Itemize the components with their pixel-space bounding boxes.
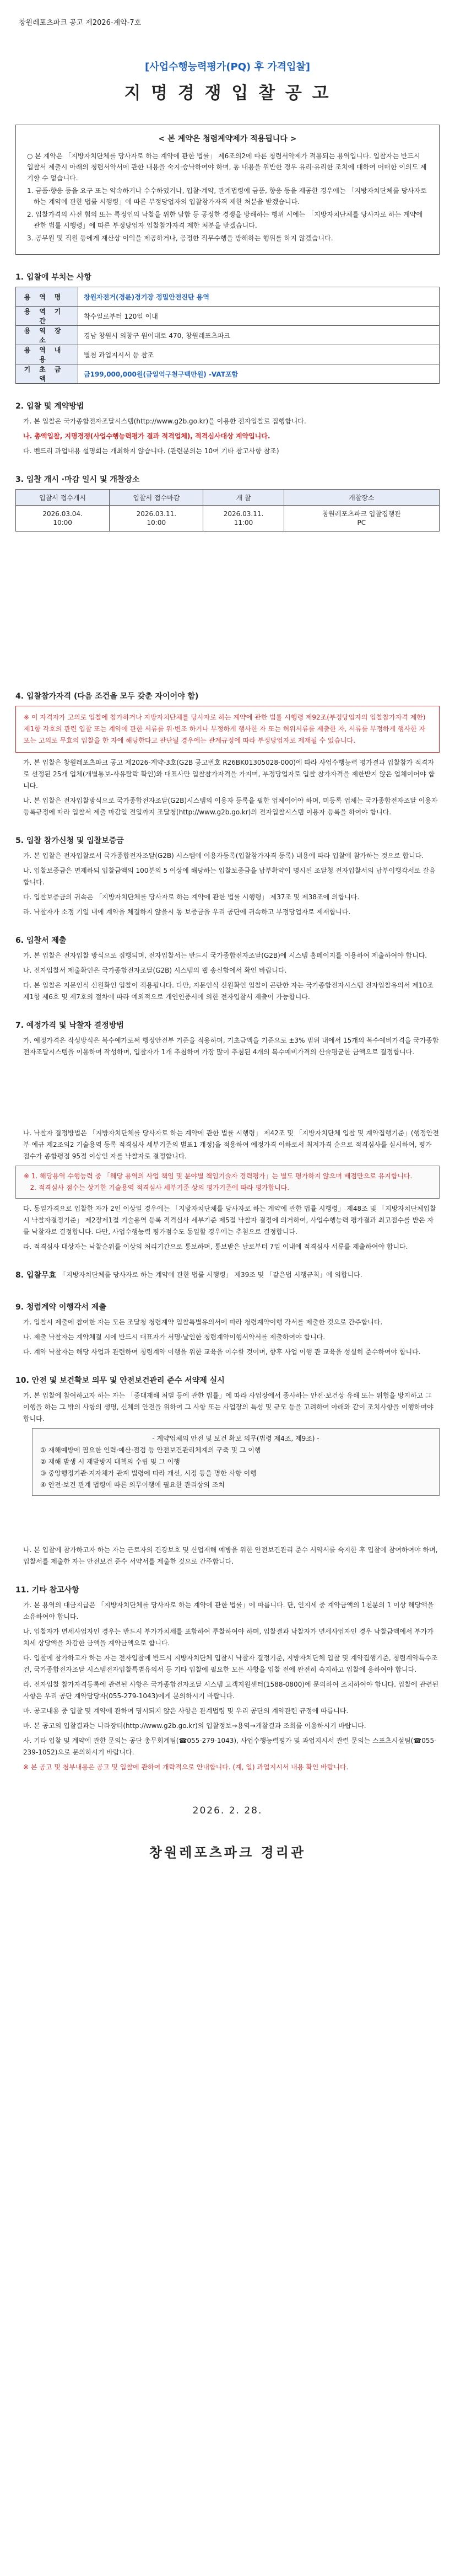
table-cell: 2026.03.11. 11:00 [203,506,284,532]
table-row [16,506,440,532]
table-key: 용역명 [16,287,78,307]
table-key: 용역장소 [16,326,78,345]
paragraph: 가. 본 입찰에 참여하고자 하는 자는 「중대재해 처벌 등에 관한 법률」에 따라 사업장에서 종사하는 안전·보건상 유해 또는 위험을 방지하고 그 이행을 하는 그 밖의 사항의 생명, 신체의 안전을 위하여 그 사항 또는 사업장의 특성 및 규모 등을 고려하여 아래와 같이 조치사항을 이행하여야 합니다. [23,1392,434,1423]
table-row [16,287,440,307]
table-value: 경남 창원시 의창구 원이대로 470, 창원레포츠파크 [78,326,440,345]
table-cell: 창원레포츠파크 입찰집행관 PC [284,506,439,532]
table-row [16,307,440,326]
paragraph: 가. 본 용역의 대금지급은 「지방자치단체를 당사자로 하는 계약에 관한 법률」에 따릅니다. 단, 인지세 중 계약금액의 1천분의 1 이상 해당액을 소유하여야 합니다. [23,1601,434,1621]
box-line: ④ 안전·보건 관계 법령에 따른 의무이행에 필요한 관리상의 조치 [40,1481,225,1489]
paragraph: 라. 전자입찰 참가자격등록에 관련된 사항은 국가종합전자조달 시스템 고객지원센터(1588-0800)에 문의하여 조치하여야 합니다. 입찰에 관련된 사항은 우리 공단 계약담당자(055-279-1043)에게 문의하시기 바랍니다. [23,1681,439,1700]
box-line: ③ 중앙행정기관·지자체가 관계 법령에 따라 개선, 시정 등을 명한 사항 이행 [40,1469,257,1478]
integrity-notice-line: 2. 입찰가격의 사전 협의 또는 특정인의 낙찰을 위한 담합 등 공정한 경쟁을 방해하는 행위 시에는 「지방자치단체를 당사자로 하는 계약에 관한 법률 시행령」에 따른 부정당업자 입찰참가자격 제한 처분을 받겠습니다. [27,211,423,229]
section-integrity-pledge [15,1301,440,1358]
box-line: ② 재해 발생 시 재발방지 대책의 수립 및 그 이행 [40,1458,180,1466]
section-title: 10. 안전 및 보건확보 의무 및 안전보건관리 준수 서약제 실시 [15,1376,225,1386]
paragraph: 나. 본 입찰에 참가하고자 하는 자는 근로자의 건강보호 및 산업재해 예방을 위한 안전보건관리 준수 서약서를 숙지한 후 입찰에 참여하여야 하며, 입찰서를 제출한 자는 안전보건 준수 서약서를 제출한 것으로 간주합니다. [23,1546,438,1566]
paragraph: 바. 본 공고의 입찰결과는 나라장터(http://www.g2b.go.kr)의 입찰정보→용역→개찰결과 조회를 이용하시기 바랍니다. [23,1722,366,1730]
section-title: 2. 입찰 및 계약방법 [15,402,84,411]
paragraph: 「지방자치단체를 당사자로 하는 계약에 관한 법률 시행령」 제39조 및 「같은법 시행규칙」에 의합니다. [59,1271,362,1279]
section-price-decision [15,1019,440,1253]
bid-items-table [15,287,440,384]
integrity-notice-box [15,125,440,255]
announcement-date: 2026. 2. 28. [192,1805,263,1817]
paragraph: 나. 제출 낙찰자는 계약체결 시에 반드시 대표자가 서명·날인한 청렴계약이행서약서를 제출하여야 합니다. [23,1333,326,1341]
notice-page [15,15,440,1861]
section-other-notes [15,1584,440,1773]
section-bid-application [15,835,440,918]
section-bid-items [15,271,440,384]
table-value: 창원자전거(경륜)경기장 정밀안전진단 용역 [78,287,440,307]
table-key: 용역내용 [16,345,78,364]
section-title: 1. 입찰에 부치는 사항 [15,273,91,282]
table-key: 기초금액 [16,364,78,384]
paragraph: 라. 적격심사 대상자는 낙찰순위를 이상의 처리기간으로 통보하며, 통보받은 날로부터 7일 이내에 적격심사 서류를 제출하여야 합니다. [23,1243,408,1251]
paragraph: 다. 입찰보증금의 귀속은 「지방자치단체를 당사자로 하는 계약에 관한 법률 시행령」 제37조 및 제38조에 의합니다. [23,893,360,901]
paragraph: 사. 기타 입찰 및 계약에 관한 문의는 공단 총무회계팀(☎055-279-1043), 사업수행능력평가 및 과업지시서 관련 문의는 스포츠시설팀(☎055-239-1052)으로 문의하시기 바랍니다. [23,1737,437,1757]
table-header-row [16,490,440,506]
note-line: 2. 적격심사 점수는 상기한 기술용역 적격심사 세부기준 상의 평가기준에 따라 평가합니다. [24,1184,290,1192]
section-title: 7. 예정가격 및 낙찰자 결정방법 [15,1021,124,1031]
evaluation-note-box [15,1166,440,1199]
paragraph: 마. 공고내용 중 입찰 및 계약에 관하여 명시되지 않은 사항은 관계법령 및 우리 공단의 계약관련 규정에 따릅니다. [23,1707,349,1715]
paragraph: 나. 낙찰자 결정방법은 「지방자치단체를 당사자로 하는 계약에 관한 법률 시행령」 제42조 및 「지방자치단체 입찰 및 계약집행기준」(행정안전부 예규 제2조의2 기술용역 등록 적격심사 세부기준의 별표1 개정)을 적용하여 예정가격 이하로서 최저가격 순으로 적격심사를 실시하여, 평가 점수가 종합평점 95점 이상인 자를 낙찰자로 결정합니다. [23,1129,439,1161]
box-title: - 계약업체의 안전 및 보건 확보 의무(법령 제4조, 제9조) - [152,1435,319,1443]
paragraph: 가. 본 입찰은 창원레포츠파크 공고 제2026-계약-3호(G2B 공고번호 R26BK01305028-000)에 따라 사업수행능력 평가결과 입찰참가 적격자로 선정된 25개 업체(개별통보-사유탈락 확인)와 대표사만 입찰참가자격을 가지며, 부정당업자로 입찰 참가자격을 제한받지 않은 업체이어야 합니다. [23,759,435,790]
section-bid-submission [15,935,440,1003]
paragraph: 가. 예정가격은 작성방식은 복수예가로써 행정안전부 기준을 적용하며, 기초금액을 기준으로 ±3% 범위 내에서 15개의 복수예비가격을 국가종합전자조달시스템을 이용하여 작성하며, 입찰자가 1개 추첨하여 가장 많이 추첨된 4개의 복수예비가격의 산술평균한 금액으로 결정합니다. [23,1037,439,1056]
issuer-name: 창원레포츠파크 경리관 [149,1845,306,1861]
paragraph: 다. 입찰에 참가하고자 하는 자는 전자입찰에 반드시 지방자치단체 입찰시 낙찰자 결정기준, 지방자치단체 입찰 및 계약집행기준, 청렴계약특수조건, 국가종합전자조달 시스템전자입찰특별유의서 등 기타 입찰에 필요한 모든 사항을 입찰 전에 완전히 숙지하고 입찰에 응하여야 합니다. [23,1654,438,1674]
column-header: 개 찰 [203,490,284,506]
section-bid-method [15,400,440,457]
section-title: 11. 기타 참고사항 [15,1586,79,1595]
paragraph: 가. 입찰시 제출에 참여한 자는 모든 조달청 청렴계약 입찰특별유의서에 따라 청렴계약이행 각서를 제출한 것으로 간주합니다. [23,1318,383,1327]
section-invalid-bids [15,1269,440,1285]
paragraph: 다. 계약 낙찰자는 해당 사업과 관련하여 청렴계약 이행을 위한 교육을 이수할 것이며, 향후 사업 이행 관 교육을 성실히 준수하여야 합니다. [23,1348,421,1356]
paragraph: 다. 벤드리 과업내용 설명회는 개최하지 않습니다. (관련문의는 10여 기타 참고사항 참조) [23,447,279,455]
paragraph: 가. 본 입찰은 전자입찰 방식으로 집행되며, 전자입찰서는 반드시 국가종합전자조달(G2B)에 시스템 홈페이지를 이용하여 제출하여야 합니다. [23,952,427,960]
bid-type-badge: [사업수행능력평가(PQ) 후 가격입찰] [145,61,310,73]
section-safety-health [15,1375,440,1568]
integrity-notice-line: ○ 본 계약은 「지방자치단체를 당사자로 하는 계약에 관한 법률」 제6조의2에 따른 청렴서약제가 적용되는 용역입니다. 입찰자는 반드시 입찰서 제출시 아래의 청렴서약서에 관한 내용을 숙지·승낙하여야 하며, 동 내용을 위반한 경우 유리·유리한 조치에 대하여 어떠한 이의도 제기할 수 없습니다. [27,152,427,182]
paragraph: 라. 낙찰자가 소정 기일 내에 계약을 체결하지 않을시 동 보증금을 우리 공단에 귀속하고 부정당업자로 제재합니다. [23,908,351,916]
schedule-table [15,489,440,532]
table-value: 착수일로부터 120일 이내 [78,307,440,326]
paragraph: 나. 입찰보증금은 면제하되 입찰금액의 100분의 5 이상에 해당하는 입찰보증금을 납부확약이 명시된 조달청 전자입찰서의 납부이행각서로 갈음합니다. [23,867,436,887]
column-header: 입찰서 접수마감 [110,490,203,506]
table-cell: 2026.03.04. 10:00 [16,506,110,532]
section-title: 5. 입찰 참가신청 및 입찰보증금 [15,836,124,846]
table-row [16,326,440,345]
page-title: 지 명 경 쟁 입 찰 공 고 [124,83,331,103]
column-header: 입찰서 접수개시 [16,490,110,506]
table-value: 금199,000,000원(금일억구천구백만원) -VAT포함 [78,364,440,384]
box-line: ① 재해예방에 필요한 인력·예산·점검 등 안전보건관리체계의 구축 및 그 이행 [40,1446,261,1455]
paragraph: ※ 본 공고 및 첨부내용은 공고 및 입찰에 관하여 개략적으로 안내합니다. (계, 일) 과업지시서 내용 확인 바랍니다. [23,1763,349,1772]
table-row [16,345,440,364]
eligibility-warning-box: ※ 이 자격자가 고의로 입찰에 참가하거나 지방자치단체를 당사자로 하는 계약에 관한 법률 시행령 제92조(부정당업자의 입찰참가자격 제한) 제1항 각호의 관련 입찰 또는 계약에 관한 서류를 위·변조 하거나 부정하게 행사한 자 또는 허위서류를 제출한 자, 서류를 부정하게 행사한 자 또는 고의로 무효의 입찰을 한 자에 해당한다고 판단될 경우에는 관계규정에 따라 부정당업자로 제재될 수 있습니다. [15,706,440,753]
integrity-notice-title: < 본 계약은 청렴계약제가 적용됩니다 > [158,135,297,143]
section-eligibility [15,690,440,818]
section-title: 4. 입찰참가자격 (다음 조건을 모두 갖춘 자이어야 함) [15,692,199,701]
table-value: 별첨 과업지시서 등 참조 [78,345,440,364]
paragraph: 나. 총액입찰, 지명경쟁(사업수행능력평가 결과 적격업체), 적격심사대상 계약입니다. [23,432,270,441]
column-header: 개찰장소 [284,490,439,506]
paragraph: 가. 본 입찰은 전자입찰로서 국가종합전자조달(G2B) 시스템에 이용자등록(입찰참가자격 등록) 내용에 따라 입찰에 참가하는 것으로 합니다. [23,852,424,860]
paragraph: 나. 전자입찰서 제출확인은 국가종합전자조달(G2B) 시스템의 웹 송신함에서 확인 바랍니다. [23,967,287,975]
table-cell: 2026.03.11. 10:00 [110,506,203,532]
paragraph: 다. 본 입찰은 지문인식 신원확인 입찰이 적용됩니다. 다만, 지문인식 신원확인 입찰이 곤란한 자는 국가종합전자시스템 전자입찰유의서 제10조 제1항 제6호 및 제7호의 절차에 따라 예외적으로 개인인증서에 의한 전자입찰서 제출이 가능합니다. [23,981,434,1001]
integrity-notice-line: 3. 공무원 및 직원 등에게 재산상 이익을 제공하거나, 공정한 직무수행을 방해하는 행위를 하지 않겠습니다. [27,234,333,242]
paragraph: 가. 본 입찰은 국가종합전자조달시스템(http://www.g2b.go.kr)을 이용한 전자입찰로 집행합니다. [23,417,306,426]
section-title: 3. 입찰 개시 ·마감 일시 및 개찰장소 [15,475,140,485]
safety-obligations-box [32,1428,440,1496]
note-line: ※ 1. 해당용역 수행능력 중 「해당 용역의 사업 책임 및 분야별 책임기술자 경력평가」는 별도 평가하지 않으며 배점만으로 유지합니다. [24,1172,413,1180]
integrity-notice-line: 1. 금품·향응 등을 요구 또는 약속하거나 수수하였거나, 입찰·계약, 관계법령에 금품, 향응 등을 제공한 경우에는 「지방자치단체를 당사자로 하는 계약에 관한 법률 시행령」에 따른 부정당업자의 입찰참가자격 제한 처분을 받겠습니다. [27,187,427,206]
announcement-ref: 창원레포츠파크 공고 제2026-계약-7호 [19,19,142,27]
table-row [16,364,440,384]
paragraph: 나. 입찰자가 면세사업자인 경우는 반드시 부가가치세를 포함하여 투찰하여야 하며, 입찰결과 낙찰자가 면세사업자인 경우 낙찰금액에서 부가가치세 상당액을 차감한 금액을 계약금액으로 합니다. [23,1628,434,1647]
table-key: 용역기간 [16,307,78,326]
paragraph: 나. 본 입찰은 전자입찰방식으로 국가종합전자조달(G2B)시스템의 이용자 등록을 필한 업체이어야 하며, 미등록 업체는 국가종합전자조달 이용자등록규정에 따라 입찰서 제출 마감일 전일까지 조달청(http://www.g2b.go.kr)의 전자입찰시스템 이용자 등록을 하여야 합니다. [23,797,438,817]
paragraph: 다. 동일가격으로 입찰한 자가 2인 이상일 경우에는 「지방자치단체를 당사자로 하는 계약에 관한 법률 시행령」 제48조 및 「지방자치단체입찰시 낙찰자결정기준」 제2장제1절 기술용역 등록 적격심사 세부기준 제5절 낙찰자 결정에 의거하여, 사업수행능력 평가결과 최고점수를 받은 자를 낙찰자로 결정합니다. 다만, 사업수행능력 평가점수도 동일할 경우에는 추첨으로 결정합니다. [23,1205,436,1236]
section-title: 6. 입찰서 제출 [15,936,67,946]
section-schedule [15,474,440,532]
section-title: 8. 입찰무효 [15,1271,57,1280]
section-title: 9. 청렴계약 이행각서 제출 [15,1303,106,1312]
